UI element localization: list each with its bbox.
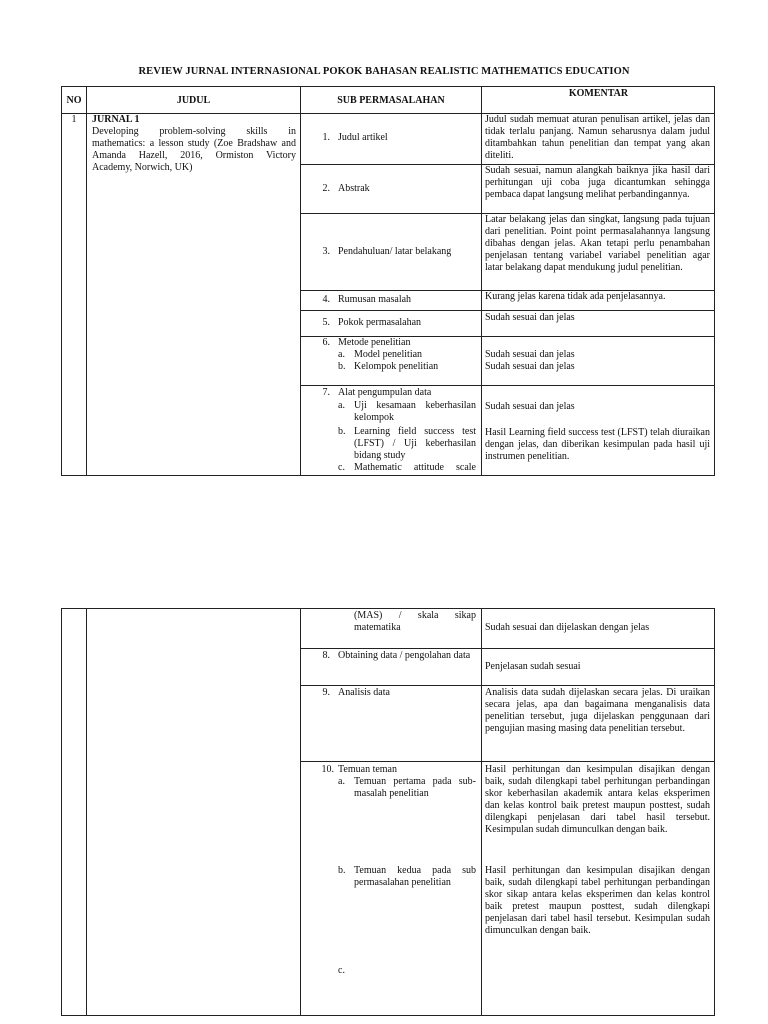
comment-rumusan-masalah: Kurang jelas karena tidak ada penjelasannya. (485, 291, 666, 302)
header-komentar: KOMENTAR (568, 88, 629, 99)
sub-item-temuan-teman: Temuan teman (338, 764, 397, 775)
sub-item-pendahuluan: Pendahuluan/ latar belakang (338, 246, 452, 257)
sub-item-judul-artikel: Judul artikel (338, 132, 388, 143)
sub-item-rumusan-masalah: Rumusan masalah (338, 294, 412, 305)
comment-temuan-pertama: Hasil perhitungan dan kesimpulan disajikan dengan baik, sudah dilengkapi tabel perhitungan perbandingan skor keberhasilan akademik antara kelas eksperimen dan kelas kontrol baik pretest maupun posttest, sudah dilengkapi penjelasan dari tabel hasil tersebut. Kesimpulan sudah dimunculkan dengan baik. (485, 764, 710, 836)
comment-model-penelitian: Sudah sesuai dan jelas (485, 349, 575, 360)
comment-uji-kesamaan: Sudah sesuai dan jelas (485, 401, 575, 412)
comment-temuan-kedua: Hasil perhitungan dan kesimpulan disajikan dengan baik, sudah dilengkapi tabel perhitungan perbandingan skor sikap antara kelas eksperimen dan kelas kontrol baik pretest maupun posttest, sudah dilengkapi penjelasan dari tabel hasil tersebut. Kesimpulan sudah dimunculkan dengan baik. (485, 865, 710, 937)
sub-item-uji-kesamaan: Uji kesamaan keberhasilan kelompok (354, 400, 476, 424)
sub-item-obtaining-data: Obtaining data / pengolahan data (338, 650, 471, 661)
comment-kelompok-penelitian: Sudah sesuai dan jelas (485, 361, 575, 372)
comment-mathematic-attitude-scale: Sudah sesuai dan dijelaskan dengan jelas (485, 622, 650, 633)
sub-item-mas-continued: (MAS) / skala sikap matematika (354, 610, 476, 634)
journal-label: JURNAL 1 (92, 114, 140, 125)
sub-item-kelompok-penelitian: Kelompok penelitian (354, 361, 439, 372)
comment-lfst: Hasil Learning field success test (LFST) telah diuraikan dengan jelas, dan diberikan kesimpulan pada hasil uji instrumen penelitian. (485, 427, 710, 463)
journal-text: Developing problem-solving skills in mathematics: a lesson study (Zoe Bradshaw and Amanda Hazell, 2016, Ormiston Victory Academy, Norwich, UK) (92, 126, 296, 174)
sub-item-alat-pengumpulan-data: Alat pengumpulan data (338, 387, 432, 398)
sub-item-abstrak: Abstrak (338, 183, 370, 194)
row-number: 1 (71, 114, 77, 125)
header-no: NO (66, 95, 82, 106)
comment-abstrak: Sudah sesuai, namun alangkah baiknya jika hasil dari perhitungan uji coba juga dicantumkan sehingga pembaca dapat langsung melihat perbandingannya. (485, 165, 710, 201)
header-sub-permasalahan: SUB PERMASALAHAN (337, 95, 445, 106)
sub-item-pokok-permasalahan: Pokok permasalahan (338, 317, 422, 328)
sub-item-temuan-pertama: Temuan pertama pada sub-masalah penelitian (354, 776, 476, 800)
sub-item-temuan-kedua: Temuan kedua pada sub permasalahan penelitian (354, 865, 476, 889)
comment-judul-artikel: Judul sudah memuat aturan penulisan artikel, jelas dan tidak terlalu panjang. Namun seharusnya dalam judul ditambahkan tahun penelitian dan tempat yang akan diteliti. (485, 114, 710, 162)
sub-item-temuan-c: c. (338, 965, 345, 976)
comment-obtaining-data: Penjelasan sudah sesuai (485, 661, 581, 672)
sub-item-lfst: Learning field success test (LFST) / Uji keberhasilan bidang study (354, 426, 476, 462)
sub-item-analisis-data: Analisis data (338, 687, 390, 698)
header-judul: JUDUL (176, 95, 211, 106)
sub-item-model-penelitian: Model penelitian (354, 349, 423, 360)
sub-item-mathematic-attitude-scale: Mathematic attitude scale (354, 462, 476, 473)
document-title: REVIEW JURNAL INTERNASIONAL POKOK BAHASAN REALISTIC MATHEMATICS EDUCATION (138, 66, 630, 77)
comment-pokok-permasalahan: Sudah sesuai dan jelas (485, 312, 575, 323)
sub-item-metode-penelitian: Metode penelitian (338, 337, 411, 348)
comment-pendahuluan: Latar belakang jelas dan singkat, langsung pada tujuan dari penelitian. Point point permasalahannya langsung dibahas dengan jelas. Akan tetapi perlu penambahan penjelasan tentang variabel variabel penelitian agar latar belakang dapat mendukung judul penelitian. (485, 214, 710, 274)
comment-analisis-data: Analisis data sudah dijelaskan secara jelas. Di uraikan secara jelas, apa dan bagaimana menganalisis data penelitian tersebut, juga dijelaskan penggunaan dari pengujian masing masing data penelitian tersebut. (485, 687, 710, 735)
